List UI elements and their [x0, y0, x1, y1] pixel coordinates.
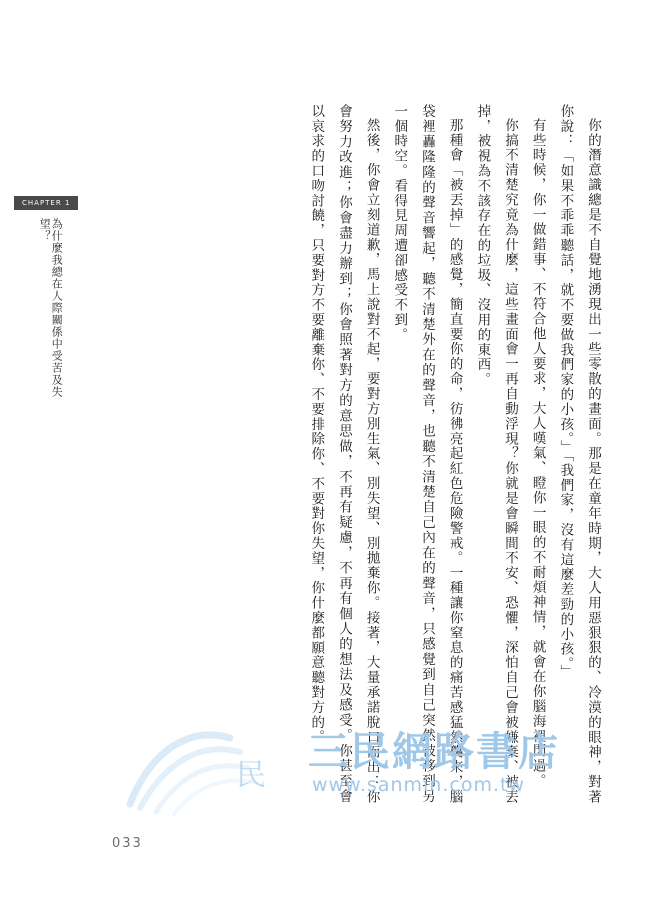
chapter-subtitle: 為什麼我總在人際關係中受苦及失望？	[38, 218, 64, 398]
chapter-marker	[8, 196, 128, 406]
body-text	[136, 104, 606, 804]
watermark-side-char: 民	[236, 758, 266, 793]
paragraph: 你的潛意識總是不自覺地湧現出一些零散的畫面。那是在童年時期，大人用惡狠狠的、冷漠的眼神，對著你說：「如果不乖乖聽話，就不要做我們家的小孩。」「我們家，沒有這麼差勁的小孩。」	[557, 104, 601, 804]
watermark-title: 三民網路書店	[308, 729, 560, 775]
page-number: 033	[112, 836, 143, 851]
paragraph: 你搞不清楚究竟為什麼，這些畫面會一再自動浮現？你就是會瞬間不安、恐懼，深怕自己會被嫌棄、被丟掉，被視為不該存在的垃圾、沒用的東西。	[474, 104, 518, 804]
paragraph: 那種會「被丟掉」的感覺，簡直要你的命，彷彿亮起紅色危險警戒。一種讓你窒息的痛苦感猛然襲來，腦袋裡轟隆隆的聲音響起，聽不清楚外在的聲音，也聽不清楚自己內在的聲音，只感覺到自己突然被移到另一個時空。看得見周遭卻感受不到。	[391, 104, 463, 804]
paragraph: 有些時候，你一做錯事、不符合他人要求，大人嘆氣、瞪你一眼的不耐煩神情，就會在你腦海裡閃過。	[529, 117, 546, 788]
watermark-url: www.sanmin.com.tw	[312, 774, 525, 796]
paragraph: 然後，你會立刻道歉，馬上說對不起，要對方別生氣、別失望、別拋棄你。接著，大量承諾脫口而出：你會努力改進；你會盡力辦到；你會照著對方的意思做，不再有疑慮，不再有個人的想法及感受。你甚至會以哀求的口吻討饒，只要對方不要離棄你、不要排除你、不要對你失望，你什麼都願意聽對方的。	[308, 104, 380, 804]
chapter-tag: CHAPTER 1	[14, 196, 78, 210]
